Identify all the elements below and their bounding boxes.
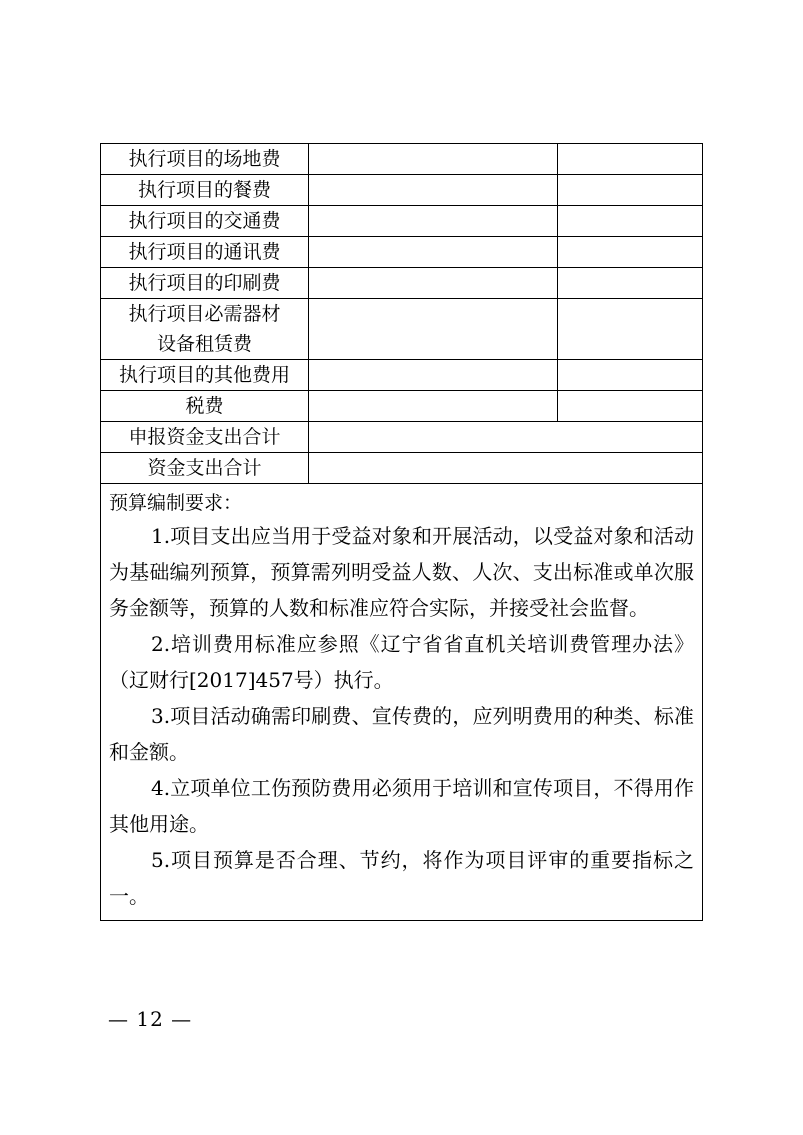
note-item: 4.立项单位工伤预防费用必须用于培训和宣传项目，不得用作其他用途。 [109, 776, 694, 836]
row-label: 执行项目的餐费 [101, 175, 309, 206]
note-item: 3.项目活动确需印刷费、宣传费的，应列明费用的种类、标准和金额。 [109, 704, 694, 764]
note-cell [558, 237, 703, 268]
table-row [101, 268, 703, 299]
row-label-line2: 设备租赁费 [156, 333, 252, 355]
note-cell [558, 360, 703, 391]
table-row [101, 360, 703, 391]
table-row [101, 237, 703, 268]
amount-cell [309, 299, 558, 360]
table-row [101, 422, 703, 453]
note-item: 5.项目预算是否合理、节约，将作为项目评审的重要指标之一。 [109, 848, 694, 908]
note-item: 1.项目支出应当用于受益对象和开展活动，以受益对象和活动为基础编列预算，预算需列明受益人数、人次、支出标准或单次服务金额等，预算的人数和标准应符合实际，并接受社会监督。 [109, 524, 694, 620]
amount-cell [309, 237, 558, 268]
row-label: 申报资金支出合计 [101, 422, 309, 453]
amount-cell [309, 144, 558, 175]
row-label: 执行项目的印刷费 [101, 268, 309, 299]
note-cell [558, 391, 703, 422]
note-cell [558, 268, 703, 299]
page-number: — 12 — [108, 1007, 193, 1031]
note-item: 2.培训费用标准应参照《辽宁省省直机关培训费管理办法》（辽财行[2017]457号）执行。 [109, 632, 694, 692]
row-label-two-line [101, 299, 309, 360]
note-cell [558, 299, 703, 360]
total-amount-cell [309, 422, 703, 453]
row-label: 执行项目的交通费 [101, 206, 309, 237]
row-label: 执行项目的场地费 [101, 144, 309, 175]
row-label: 资金支出合计 [101, 453, 309, 484]
row-label: 执行项目的其他费用 [101, 360, 309, 391]
table-row [101, 175, 703, 206]
total-amount-cell [309, 453, 703, 484]
notes-row [101, 484, 703, 921]
note-cell [558, 206, 703, 237]
row-label-line1: 执行项目必需器材 [128, 303, 281, 325]
amount-cell [309, 360, 558, 391]
table-row [101, 453, 703, 484]
table-row [101, 391, 703, 422]
note-cell [558, 144, 703, 175]
table-row [101, 299, 703, 360]
amount-cell [309, 268, 558, 299]
budget-requirements [101, 484, 703, 921]
row-label: 税费 [101, 391, 309, 422]
table-row [101, 206, 703, 237]
amount-cell [309, 391, 558, 422]
note-cell [558, 175, 703, 206]
budget-table [100, 143, 703, 921]
row-label: 执行项目的通讯费 [101, 237, 309, 268]
table-row [101, 144, 703, 175]
notes-title: 预算编制要求： [109, 492, 243, 514]
amount-cell [309, 175, 558, 206]
amount-cell [309, 206, 558, 237]
